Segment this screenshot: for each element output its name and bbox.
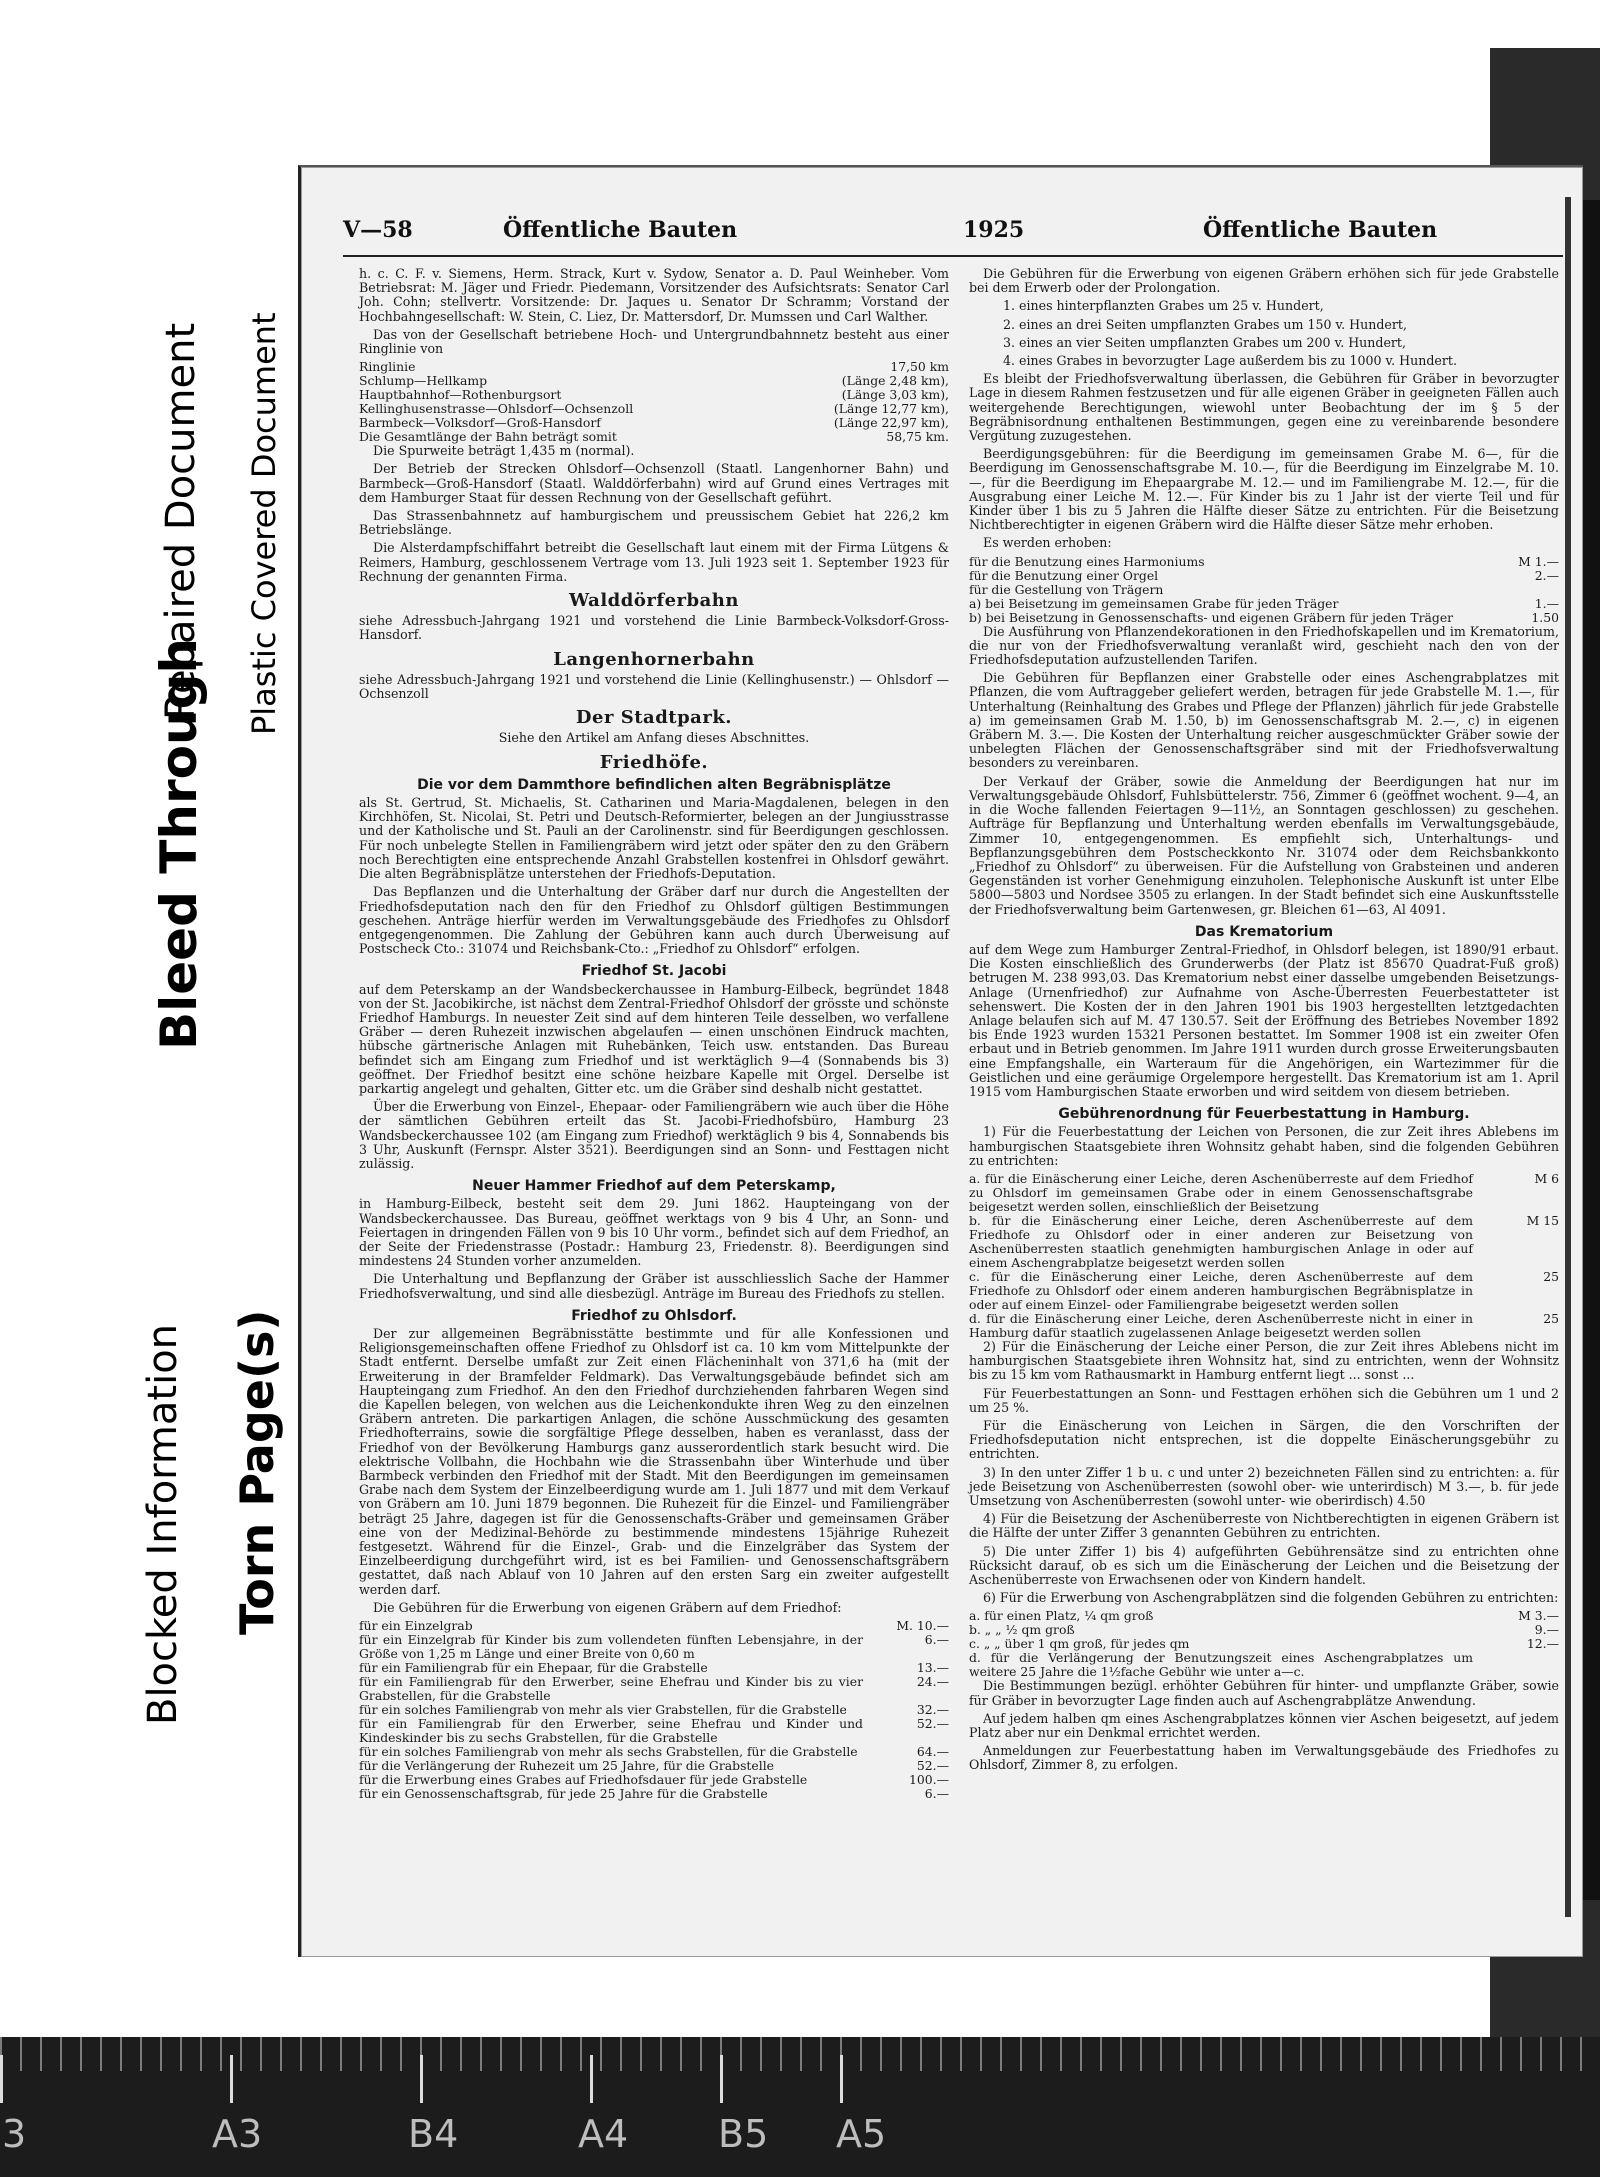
- ash-plot-fee-row-value: 9.—: [1534, 1622, 1559, 1638]
- fee-schedule-4: 4) Für die Beisetzung der Aschenüberreste von Nichtberechtigten in eigenen Gräbern ist die Hälfte der unter Ziffer 3 genannten Gebühren zu entrichten.: [969, 1511, 1559, 1541]
- ash-plot-fee-row-label: d. für die Verlängerung der Benutzungszeit eines Aschengrabplatzes um weitere 25 Jahre die 1½fache Gebühr wie unter a—c.: [969, 1650, 1473, 1680]
- provisions-paragraph: Die Bestimmungen bezügl. erhöhter Gebühren für hinter- und umpflanzte Gräber, sowie für Gräber in bevorzugter Lage finden auch auf Aschengrabplätze Anwendung.: [969, 1678, 1559, 1708]
- fees-table: [359, 1619, 949, 1801]
- network-row: [359, 402, 949, 416]
- network-row-value: (Länge 3,03 km),: [841, 387, 949, 403]
- cremation-fee-row-label: d. für die Einäscherung einer Leiche, deren Aschenüberreste nicht in einer in Hamburg dafür staatlich zugelassenen Anlage beigesetzt werden sollen: [969, 1310, 1473, 1340]
- page-header: [343, 217, 1563, 251]
- grave-fee-row: [359, 1661, 949, 1675]
- network-row-label: Schlump—Hellkamp: [359, 373, 488, 389]
- grave-fee-row: [359, 1633, 949, 1661]
- ruler-mark: [840, 2055, 843, 2103]
- network-row-value: (Länge 2,48 km),: [841, 373, 949, 389]
- organ-fee-row: [969, 569, 1559, 583]
- increase-item: 4. eines Grabes in bevorzugter Lage außerdem bis zu 1000 v. Hundert.: [1003, 353, 1457, 369]
- heading-krematorium: Das Krematorium: [1194, 923, 1334, 940]
- increase-list: [969, 299, 1559, 368]
- heading-langenhornerbahn: Langenhornerbahn: [553, 648, 755, 670]
- dammthor-text-2: Das Bepflanzen und die Unterhaltung der Gräber darf nur durch die Angestellten der Friedhofsdeputation nach den für den Friedhof zu Ohlsdorf gültigen Bestimmungen geschehen. Anträge hierfür werden im Verwaltungsgebäude des Friedhofes zu Ohlsdorf entgegengenommen. Die Zahlung der Gebühren kann auch durch Überweisung auf Postscheck Cto.: 31074 und Reichsbank-Cto.: „Friedhof zu Ohlsdorf“ erfolgen.: [359, 884, 949, 957]
- left-column: [359, 267, 949, 1801]
- ash-plot-fee-row-value: [1473, 1651, 1559, 1679]
- half-sqm-paragraph: Auf jedem halben qm eines Aschengrabplatzes können vier Aschen beigesetzt, auf jedem Platz aber nur ein Denkmal errichtet werden.: [969, 1710, 1559, 1741]
- page-reference: V—58: [343, 217, 413, 243]
- grave-fee-row-label: für ein Genossenschaftsgrab, für jede 25 Jahre für die Grabstelle: [359, 1786, 768, 1802]
- ash-plot-fee-row: [969, 1651, 1559, 1679]
- grave-fee-row-label: für ein Familiengrab für den Erwerber, seine Ehefrau und Kinder und Kindeskinder bis zu sechs Grabstellen, für die Grabstelle: [359, 1716, 863, 1746]
- grave-fee-row: [359, 1703, 949, 1717]
- network-row-label: Kellinghusenstrasse—Ohlsdorf—Ochsenzoll: [359, 401, 634, 417]
- krematorium-text: auf dem Wege zum Hamburger Zentral-Friedhof, in Ohlsdorf belegen, ist 1890/91 erbaut. Die Kosten einschließlich des Grunderwerbs (der Platz ist 85670 Quadrat-Fuß groß) betrugen M. 238 993,03. Das Krematorium nebst einer dasselbe umgebenden Beisetzungs-Anlage (Urnenfriedhof) zur Aufnahme von Asche-Überresten Feuerbestatteter ist sehenswert. Die Kosten der in den Jahren 1901 bis 1903 hergestellten letztgedachten Anlage belaufen sich auf M. 47 130.57. Seit der Eröffnung des Betriebes November 1892 bis Ende 1923 wurden 15321 Personen bestattet. Im Sommer 1908 ist ein zweiter Ofen erbaut und in Betrieb genommen. Im Jahre 1911 wurden durch grosse Erweiterungsbauten eine Empfangshalle, ein Warteraum für die Angehörigen, ein Wartezimmer für die Geistlichen und eine geräumige Orgelempore hergestellt. Das Krematorium ist am 1. April 1915 vom Hamburgischen Staate erworben und wird seitdem von diesem betrieben.: [969, 941, 1559, 1099]
- network-row: [359, 360, 949, 374]
- ruler-mark: [720, 2055, 723, 2103]
- network-row: [359, 388, 949, 402]
- increase-item: 2. eines an drei Seiten umpflanzten Grabes um 150 v. Hundert,: [1003, 316, 1407, 332]
- scale-ruler: [0, 2037, 1600, 2177]
- heading-ohlsdorf: Friedhof zu Ohlsdorf.: [571, 1307, 737, 1324]
- heading-fee-schedule: Gebührenordnung für Feuerbestattung in Hamburg.: [1058, 1106, 1470, 1123]
- organ-fee-row-value: 2.—: [1534, 567, 1559, 583]
- fee-schedule-5: 5) Die unter Ziffer 1) bis 4) aufgeführten Gebührensätze sind zu entrichten ohne Rücksicht darauf, ob es sich um die Einäscherung der Leichen und die Beisetzung der Aschenüberreste von Erwachsenen oder von Kindern handelt.: [969, 1543, 1559, 1588]
- ruler-mark: [0, 2055, 3, 2103]
- grave-fee-row-label: für ein solches Familiengrab von mehr als vier Grabstellen, für die Grabstelle: [359, 1702, 847, 1718]
- cremation-fee-row-value: M 15: [1526, 1212, 1559, 1228]
- ash-plot-fee-row: [969, 1609, 1559, 1623]
- network-row-label: Ringlinie: [359, 359, 416, 375]
- organ-fee-row: [969, 611, 1559, 625]
- ruler-label: A3: [212, 2112, 263, 2156]
- ash-plot-fee-row: [969, 1637, 1559, 1651]
- grave-fee-row-label: für ein Familiengrab für den Erwerber, seine Ehefrau und Kinder bis zu vier Grabstellen, für die Grabstelle: [359, 1674, 863, 1704]
- organ-fee-row-label: für die Benutzung eines Harmoniums: [969, 553, 1205, 569]
- network-row-value: (Länge 12,77 km),: [833, 401, 949, 417]
- ruler-mark: [420, 2055, 423, 2103]
- plant-decoration-paragraph: Die Ausführung von Pflanzendekorationen in den Friedhofskapellen und im Krematorium, die nur von der Friedhofsverwaltung veranlaßt wird, geschieht nach den von der Friedhofsdeputation aufzustellenden Tarifen.: [969, 623, 1559, 668]
- cremation-fee-row-label: b. für die Einäscherung einer Leiche, deren Aschenüberreste auf dem Friedhofe zu Ohlsdorf oder in einer anderen zur Beisetzung von Aschenüberresten staatlich genehmigten hamburgischen Anlage in oder auf einem Aschengrabplatze beigesetzt werden sollen: [969, 1212, 1473, 1270]
- heading-friedhoefe: Friedhöfe.: [599, 751, 709, 773]
- grave-fee-row-value: 100.—: [909, 1772, 949, 1788]
- ruler-label: A5: [836, 2112, 887, 2156]
- ash-plot-fee-row-label: a. für einen Platz, ¼ qm groß: [969, 1608, 1154, 1624]
- operation-paragraph: Der Betrieb der Strecken Ohlsdorf—Ochsenzoll (Staatl. Langenhorner Bahn) und Barmbeck—Groß-Hansdorf (Staatl. Walddörferbahn) wird auf Grund eines Vertrages mit dem Hamburger Staat für dessen Rechnung von der Gesellschaft geführt.: [359, 461, 949, 505]
- organ-fees-table: [969, 555, 1559, 625]
- ruler-label: 3: [2, 2112, 27, 2156]
- grave-fee-row: [359, 1675, 949, 1703]
- organ-fee-row: [969, 555, 1559, 569]
- ash-plot-fee-row: [969, 1623, 1559, 1637]
- header-year: 1925: [963, 217, 1025, 243]
- burial-fees-paragraph: Beerdigungsgebühren: für die Beerdigung im gemeinsamen Grabe M. 6—, für die Beerdigung im Genossenschaftsgrabe M. 10.—, für die Beerdigung im Einzelgrabe M. 10.—, für die Beerdigung im Ehepaargrabe M. 12.— und im Familiengrabe M. 12.—, für die Ausgrabung einer Leiche M. 12.—. Für Kinder bis zu 1 Jahr ist der vierte Teil und für Kinder über 1 bis zu 5 Jahren die Hälfte dieser Sätze zu entrichten. Für die Beisetzung Nichtberechtigter in eigenen Gräbern wird die Hälfte dieser Sätze mehr erhoben.: [969, 446, 1559, 533]
- organ-fee-row-value: 1.—: [1534, 595, 1559, 611]
- ruler-label: B5: [718, 2112, 769, 2156]
- registration-paragraph: Anmeldungen zur Feuerbestattung haben im Verwaltungsgebäude des Friedhofes zu Ohlsdorf, Zimmer 8, zu erfolgen.: [969, 1743, 1559, 1773]
- organ-fee-row-value: 1.50: [1531, 609, 1559, 625]
- stadtpark-text: Siehe den Artikel am Anfang dieses Abschnittes.: [498, 730, 810, 746]
- grave-fee-row-label: für ein solches Familiengrab von mehr als sechs Grabstellen, für die Grabstelle: [359, 1744, 858, 1760]
- cremation-fee-row: [969, 1270, 1559, 1312]
- label-repaired-document: Repaired Document: [158, 322, 204, 720]
- walddoerferbahn-text: siehe Adressbuch-Jahrgang 1921 und vorstehend die Linie Barmbeck-Volksdorf-Gross-Hansdorf.: [359, 613, 949, 643]
- hammer-text-2: Die Unterhaltung und Bepflanzung der Gräber ist ausschliesslich Sache der Hammer Friedhofsverwaltung, und sind alle diesbezügl. Anträge im Bureau des Friedhofs zu stellen.: [359, 1271, 949, 1301]
- organ-fee-row-label: b) bei Beisetzung in Genossenschafts- und eigenen Gräbern für jeden Träger: [969, 609, 1454, 625]
- cremation-fee-row-label: c. für die Einäscherung einer Leiche, deren Aschenüberreste auf dem Friedhofe zu Ohlsdorf oder einem anderen hamburgischen Begräbnisplatze in oder auf einem Einzel- oder Familiengrabe beigesetzt werden sollen: [969, 1268, 1473, 1312]
- ruler-mark: [230, 2055, 233, 2103]
- organ-fee-row-label: a) bei Beisetzung im gemeinsamen Grabe für jeden Träger: [969, 595, 1339, 611]
- header-title-right: Öffentliche Bauten: [1203, 217, 1438, 243]
- fee-schedule-2: 2) Für die Einäscherung der Leiche einer Person, die zur Zeit ihres Ablebens nicht im hamburgischen Staatsgebiete ihren Wohnsitz hat, sind zu entrichten, wenn der Wohnsitz bis zu 15 km vom Rathausmarkt in Hamburg entfernt liegt ... sonst ...: [969, 1338, 1559, 1383]
- ash-plot-fee-row-label: b. „ „ ½ qm groß: [969, 1622, 1075, 1638]
- organ-fee-row: [969, 597, 1559, 611]
- grave-fee-row-label: für die Erwerbung eines Grabes auf Friedhofsdauer für jede Grabstelle: [359, 1772, 808, 1788]
- grave-fee-row-value: 52.—: [916, 1716, 949, 1732]
- jacobi-text: auf dem Peterskamp an der Wandsbeckerchaussee in Hamburg-Eilbeck, begründet 1848 von der St. Jacobikirche, ist nächst dem Zentral-Friedhof Ohlsdorf der grösste und schönste Friedhof Hamburgs. In neuester Zeit sind auf dem hinteren Teile desselben, wo verfallene Gräber — deren Ruhezeit inzwischen abgelaufen — einen unschönen Eindruck machten, hübsche gärtnerische Anlagen mit Ruhebänken, Teich usw. entstanden. Das Bureau befindet sich am Eingang zum Friedhof und ist werktäglich 9—4 (Sonnabends bis 3) geöffnet. Der Friedhof besitzt eine schöne heizbare Kapelle mit Orgel. Derselbe ist parkartig angelegt und gehalten, Gitter etc. um die Gräber sind deshalb nicht gestattet.: [359, 981, 949, 1096]
- administration-paragraph: Es bleibt der Friedhofsverwaltung überlassen, die Gebühren für Gräber in bevorzugter Lage in diesem Rahmen festzusetzen und für alle eigenen Gräber in geeigneten Fällen auch weitergehende Berechtigungen, wiewohl unter Beobachtung der im § 5 der Begräbnisordnung enthaltenen Bestimmungen, gegen eine zu vereinbarende besondere Vergütung zuzugestehen.: [969, 371, 1559, 444]
- network-row-value: 58,75 km.: [886, 429, 949, 445]
- grave-fee-row-value: 32.—: [916, 1702, 949, 1718]
- grave-fee-row-value: M. 10.—: [896, 1618, 949, 1634]
- intro-paragraph: h. c. C. F. v. Siemens, Herm. Strack, Kurt v. Sydow, Senator a. D. Paul Weinheber. Vom Betriebsrat: M. Jäger und Friedr. Piedemann, Vorsitzender des Aufsichtsrats: Senator Carl Joh. Cohn; stellvertr. Vorsitzende: Dr. Jaques u. Senator Dr Schramm; Vorstand der Hochbahngesellschaft: W. Stein, C. Liez, Dr. Mattersdorf, Dr. Mumssen und Carl Walther.: [359, 266, 949, 324]
- ruler-label: B4: [408, 2112, 459, 2156]
- alster-paragraph: Die Alsterdampfschiffahrt betreibt die Gesellschaft laut einem mit der Firma Lütgens & Reimers, Hamburg, geschlossenem Vertrage vom 13. Juli 1923 seit 1. September 1923 für Rechnung der genannten Firma.: [359, 540, 949, 584]
- right-column: [969, 267, 1559, 1777]
- grave-fee-row-value: 13.—: [916, 1660, 949, 1676]
- grave-fee-row: [359, 1787, 949, 1801]
- network-table: [359, 360, 949, 444]
- heading-dammthor: Die vor dem Dammthore befindlichen alten Begräbnisplätze: [417, 776, 891, 793]
- header-rule: [343, 255, 1563, 257]
- organ-fee-row-value: [1473, 583, 1559, 597]
- grave-fee-row-value: 52.—: [916, 1758, 949, 1774]
- fees-intro: Die Gebühren für die Erwerbung von eigenen Gräbern auf dem Friedhof:: [373, 1599, 842, 1615]
- ash-plot-fees-table: [969, 1609, 1559, 1679]
- grave-fee-row: [359, 1745, 949, 1759]
- heading-walddoerferbahn: Walddörferbahn: [569, 590, 739, 612]
- grave-fee-row-value: 6.—: [924, 1786, 949, 1802]
- cremation-fee-row: [969, 1214, 1559, 1270]
- tram-network-paragraph: Das Strassenbahnnetz auf hamburgischem und preussischem Gebiet hat 226,2 km Betriebslänge.: [359, 508, 949, 538]
- network-row-label: Barmbeck—Volksdorf—Groß-Hansdorf: [359, 415, 601, 431]
- grave-fee-row-value: 6.—: [924, 1632, 949, 1648]
- grave-fee-row: [359, 1759, 949, 1773]
- planting-fees-paragraph: Die Gebühren für Bepflanzen einer Grabstelle oder eines Aschengrabplatzes mit Pflanzen, die vom Auftraggeber geliefert werden, betragen für jede Grabstelle M. 1.—, für Unterhaltung (Reinhaltung des Grabes und Pflege der Pflanzen) jährlich für jede Grabstelle a) im gemeinsamen Grab M. 1.50, b) im Genossenschaftsgrab M. 2.—, c) in eigenen Gräbern M. 3.—. Die Kosten der Unterhaltung reicher ausgeschmückter Gräber sowie der unbelegten Flächen der Genossenschaftsgräber sind mit der Friedhofsverwaltung besonders zu vereinbaren.: [969, 670, 1559, 771]
- grave-fee-row-label: für ein Einzelgrab: [359, 1618, 473, 1634]
- ash-plot-fee-row-value: 12.—: [1526, 1636, 1559, 1652]
- grave-fee-row-value: 24.—: [916, 1674, 949, 1690]
- organ-fee-row-label: für die Benutzung einer Orgel: [969, 567, 1159, 583]
- label-plastic-covered: Plastic Covered Document: [245, 312, 283, 735]
- ash-plot-fee-row-value: M 3.—: [1518, 1608, 1559, 1624]
- grave-fee-row: [359, 1773, 949, 1787]
- network-row-value: (Länge 22,97 km),: [833, 415, 949, 431]
- heading-st-jacobi: Friedhof St. Jacobi: [581, 963, 727, 980]
- increase-paragraph: Die Gebühren für die Erwerbung von eigenen Gräbern erhöhen sich für jede Grabstelle bei dem Erwerb oder der Prolongation.: [969, 266, 1559, 296]
- coffin-fees: Für die Einäscherung von Leichen in Särgen, die den Vorschriften der Friedhofsdeputation nicht entsprechen, ist die doppelte Einäscherungsgebühr zu entrichten.: [969, 1417, 1559, 1462]
- gauge-text: Die Spurweite beträgt 1,435 m (normal).: [373, 443, 635, 459]
- label-torn-pages: Torn Page(s): [230, 1309, 284, 1635]
- page-fold-shadow: [1565, 197, 1571, 1917]
- grave-fee-row-value: 64.—: [916, 1744, 949, 1760]
- grave-fee-row: [359, 1717, 949, 1745]
- charged-label: Es werden erhoben:: [983, 535, 1112, 551]
- fee-schedule-1: 1) Für die Feuerbestattung der Leichen von Personen, die zur Zeit ihres Ablebens im hamburgischen Staatsgebiete ihren Wohnsitz gehabt haben, sind die folgenden Gebühren zu entrichten:: [969, 1124, 1559, 1168]
- label-bleed-through: Bleed Through: [150, 638, 208, 1050]
- heading-hammer-friedhof: Neuer Hammer Friedhof auf dem Peterskamp,: [472, 1178, 836, 1195]
- label-blocked-information: Blocked Information: [140, 1323, 186, 1725]
- jacobi-text-2: Über die Erwerbung von Einzel-, Ehepaar- oder Familiengräbern wie auch über die Höhe der sämtlichen Gebühren erteilt das St. Jacobi-Friedhofsbüro, Hamburg 23 Wandsbeckerchaussee 102 (am Eingang zum Friedhof) werktäglich 9 bis 4, Sonnabends bis 3 Uhr, Auskunft (Fernspr. Alster 3521). Beerdigungen sind an Sonn- und Festtagen nicht zulässig.: [359, 1099, 949, 1171]
- network-intro: Das von der Gesellschaft betriebene Hoch- und Untergrundbahnnetz besteht aus einer Ringlinie von: [359, 326, 949, 357]
- cremation-fee-row-value: 25: [1543, 1310, 1559, 1326]
- ruler-label: A4: [578, 2112, 629, 2156]
- network-row-value: 17,50 km: [890, 359, 949, 375]
- fee-schedule-3: 3) In den unter Ziffer 1 b u. c und unter 2) bezeichneten Fällen sind zu entrichten: a. für jede Beisetzung von Aschenüberresten (sowohl ober- wie unterirdisch) M 3.—, b. für jede Umsetzung von Aschenüberresten (sowohl unter- wie oberirdisch) 4.50: [969, 1464, 1559, 1508]
- langenhornerbahn-text: siehe Adressbuch-Jahrgang 1921 und vorstehend die Linie (Kellinghusenstr.) — Ohlsdorf — Ochsenzoll: [359, 671, 949, 702]
- ruler-ticks: [0, 2037, 1600, 2071]
- heading-stadtpark: Der Stadtpark.: [575, 707, 733, 729]
- network-row: [359, 430, 949, 444]
- dammthor-text: als St. Gertrud, St. Michaelis, St. Catharinen und Maria-Magdalenen, belegen in den Kirchhöfen, St. Nicolai, St. Petri und Deutsch-Reformierter, belegen an der Jungiusstrasse und der Katholische und St. Pauli an der Carolinenstr. sind für Beerdigungen geschlossen. Für noch unbelegte Stellen in Familiengräbern wird jetzt oder später den zu den Gräbern noch Berechtigten eine entsprechende Anzahl Grabstellen kostenfrei in Ohlsdorf gewährt. Die alten Begräbnisplätze unterstehen der Friedhofs-Deputation.: [359, 795, 949, 882]
- organ-fee-row: [969, 583, 1559, 597]
- cremation-fee-row-label: a. für die Einäscherung einer Leiche, deren Aschenüberreste auf dem Friedhof zu Ohlsdorf im gemeinsamen Grabe oder in einem Genossenschaftsgrabe beigesetzt werden sollen, einschließlich der Beisetzung: [969, 1170, 1473, 1214]
- network-row-label: Hauptbahnhof—Rothenburgsort: [359, 387, 562, 403]
- cremation-fee-row: [969, 1172, 1559, 1214]
- ash-plot-fee-row-label: c. „ „ über 1 qm groß, für jedes qm: [969, 1636, 1190, 1652]
- network-row-label: Die Gesamtlänge der Bahn beträgt somit: [359, 429, 617, 445]
- increase-item: 3. eines an vier Seiten umpflanzten Grabes um 200 v. Hundert,: [1003, 334, 1406, 350]
- header-title-left: Öffentliche Bauten: [503, 217, 738, 243]
- grave-fee-row-label: für die Verlängerung der Ruhezeit um 25 Jahre, für die Grabstelle: [359, 1758, 775, 1774]
- sale-paragraph: Der Verkauf der Gräber, sowie die Anmeldung der Beerdigungen hat nur im Verwaltungsgebäude Ohlsdorf, Fuhlsbüttelerstr. 756, Zimmer 6 (geöffnet wochent. 9—4, an in die Woche fallenden Feiertagen 9—11½, an Sonntagen geschlossen) zu geschehen. Aufträge für Bepflanzung und Unterhaltung werden ebenfalls im Verwaltungsgebäude, Zimmer 10, entgegengenommen. Es empfiehlt sich, Unterhaltungs- und Bepflanzungsgebühren dem Postscheckkonto Nr. 31074 oder dem Reichsbankkonto „Friedhof zu Ohlsdorf“ zu überweisen. Für die Aufstellung von Grabsteinen und anderen Gegenständen ist vorher Genehmigung einzuholen. Telephonische Auskunft ist unter Elbe 5800—5803 und Nordsee 3505 zu erlangen. In der Stadt befindet sich eine Auskunftsstelle der Friedhofsverwaltung beim Gartenwesen, gr. Bleichen 61—63, Al 4091.: [969, 773, 1559, 917]
- fee-schedule-6: 6) Für die Erwerbung von Aschengrabplätzen sind die folgenden Gebühren zu entrichten:: [983, 1590, 1559, 1606]
- holiday-fees: Für Feuerbestattungen an Sonn- und Festtagen erhöhen sich die Gebühren um 1 und 2 um 25 %.: [969, 1385, 1559, 1415]
- grave-fee-row-label: für ein Einzelgrab für Kinder bis zum vollendeten fünften Lebensjahre, in der Größe von 1,25 m Länge und einer Breite von 0,60 m: [359, 1632, 863, 1662]
- cremation-fee-row-value: 25: [1543, 1268, 1559, 1284]
- ohlsdorf-text: Der zur allgemeinen Begräbnisstätte bestimmte und für alle Konfessionen und Religionsgemeinschaften offene Friedhof zu Ohlsdorf ist ca. 10 km vom Mittelpunkte der Stadt entfernt. Derselbe umfaßt zur Zeit einen Flächeninhalt von 371,6 ha (mit der Erweiterung in der Bramfelder Feldmark). Das Verwaltungsgebäude befindet sich am Haupteingang zum Friedhof. An den den Friedhof durchziehenden fahrbaren Wegen sind die Kapellen belegen, von welchen aus die Leichenkondukte ihren Weg zu den einzelnen Gräbern antreten. Die parkartigen Anlagen, die schöne Ausschmückung des gesamten Friedhofterrains, sowie die sorgfältige Pflege desselben, haben es veranlasst, dass der Friedhof von der Bevölkerung Hamburgs ganz ausserordentlich stark besucht wird. Die elektrische Vollbahn, die Hochbahn wie die Strassenbahn über Winterhude und über Barmbeck verbinden den Friedhof mit der Stadt. Mit den Beerdigungen im gemeinsamen Grabe nach dem System der Einzelbeerdigung wurde am 1. Juli 1877 und mit dem Verkauf von Gräbern am 10. Juni 1879 begonnen. Die Ruhezeit für die Einzel- und Familiengräber beträgt 25 Jahre, dagegen ist für die Genossenschafts-Gräber und gemeinsamen Gräber eine von der Medizinal-Behörde zu bestimmende mindestens 15jährige Ruhezeit festgesetzt. Während für die Einzel-, Grab- und die Einzelgräber das System der Einzelbeerdigung durchgeführt wird, ist es bei Familien- und Genossenschaftsgräbern gestattet, daß nach Ablauf von 10 Jahren auf den ersten Sarg ein zweiter aufgestellt werden darf.: [359, 1325, 949, 1597]
- cremation-fee-row-value: M 6: [1534, 1170, 1559, 1186]
- organ-fee-row-label: für die Gestellung von Trägern: [969, 581, 1164, 597]
- document-page: [298, 165, 1583, 1957]
- cremation-fee-row: [969, 1312, 1559, 1340]
- grave-fee-row-label: für ein Familiengrab für ein Ehepaar, für die Grabstelle: [359, 1660, 708, 1676]
- ruler-mark: [590, 2055, 593, 2103]
- organ-fee-row-value: M 1.—: [1518, 553, 1559, 569]
- increase-item: 1. eines hinterpflanzten Grabes um 25 v. Hundert,: [1003, 298, 1324, 314]
- hammer-text: in Hamburg-Eilbeck, besteht seit dem 29. Juni 1862. Haupteingang von der Wandsbeckerchaussee. Das Bureau, geöffnet werktags von 9 bis 4 Uhr, an Sonn- und Feiertagen in dringenden Fällen von 9 bis 10 Uhr vorm., befindet sich auf dem Friedhof, an der Seite der Friedenstrasse (Postadr.: Hamburg 23, Friedenstr. 8). Beerdigungen sind mindestens 24 Stunden vorher anzumelden.: [359, 1196, 949, 1269]
- cremation-fees-table: [969, 1172, 1559, 1340]
- network-row: [359, 374, 949, 388]
- network-row: [359, 416, 949, 430]
- grave-fee-row: [359, 1619, 949, 1633]
